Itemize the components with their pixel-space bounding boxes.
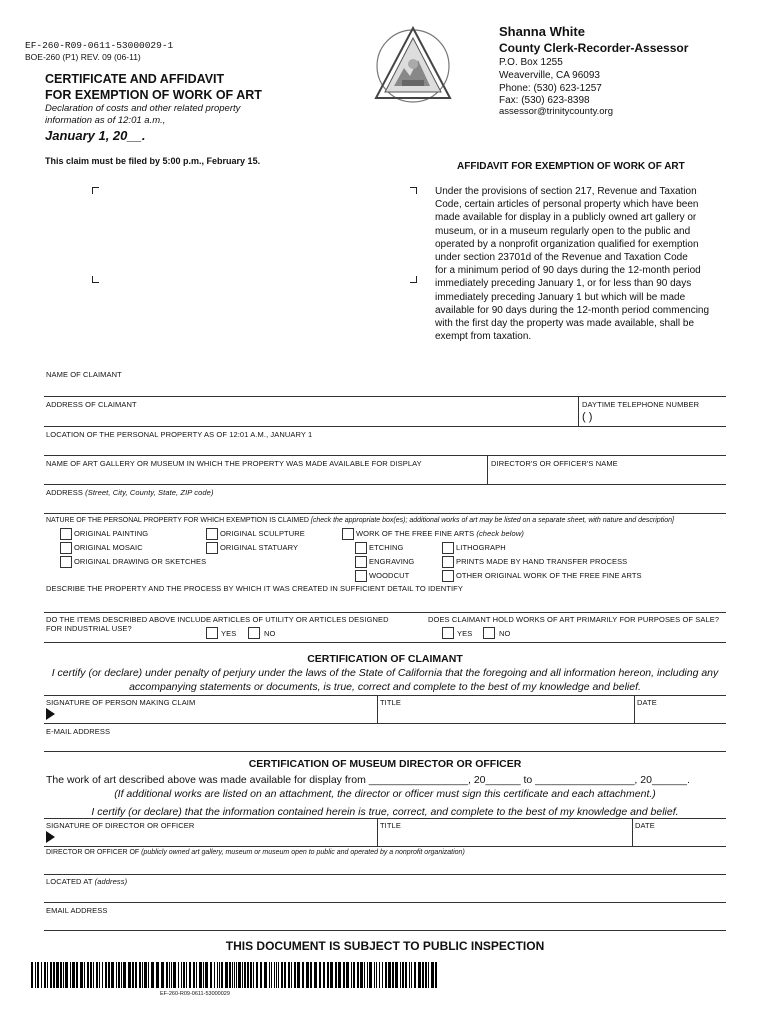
divider: [44, 751, 726, 752]
original-painting-label: ORIGINAL PAINTING: [74, 529, 149, 538]
office-phone: Phone: (530) 623-1257: [499, 83, 602, 94]
original-mosaic-checkbox[interactable]: [60, 542, 72, 554]
director-signature-label: SIGNATURE OF DIRECTOR OR OFFICER: [46, 821, 195, 830]
claimant-title-label: TITLE: [380, 698, 401, 707]
sale-yes-label: YES: [457, 629, 473, 638]
director-of-hint: (publicly owned art gallery, museum or museum open to public and operated by a nonprofit organization): [141, 849, 465, 856]
form-title-line2: FOR EXEMPTION OF WORK OF ART: [45, 88, 262, 102]
form-revision: BOE-260 (P1) REV. 09 (06-11): [25, 52, 141, 62]
public-inspection-notice: THIS DOCUMENT IS SUBJECT TO PUBLIC INSPECTION: [225, 939, 545, 953]
daytime-phone-field[interactable]: ( ): [582, 411, 593, 423]
director-name-label: DIRECTOR'S OR OFFICER'S NAME: [491, 459, 618, 468]
office-address1: P.O. Box 1255: [499, 57, 563, 68]
etching-label: ETCHING: [369, 543, 404, 552]
divider: [44, 396, 726, 397]
claimant-title-field[interactable]: [380, 707, 632, 722]
original-statuary-label: ORIGINAL STATUARY: [220, 543, 299, 552]
nature-label: NATURE OF THE PERSONAL PROPERTY FOR WHICH EXEMPTION IS CLAIMED [check the appropriate box(es); additional works of art may be listed on a separate sheet, with nature and description]: [46, 517, 674, 524]
office-title: County Clerk-Recorder-Assessor: [499, 41, 689, 55]
nature-hint: [check the appropriate box(es); additional works of art may be listed on a separate sheet, with nature and description]: [310, 517, 674, 524]
divider: [44, 723, 726, 724]
affidavit-heading: AFFIDAVIT FOR EXEMPTION OF WORK OF ART: [457, 161, 685, 172]
director-email-field[interactable]: [46, 915, 724, 929]
divider: [44, 902, 726, 903]
gallery-name-field[interactable]: [46, 469, 484, 483]
other-fine-arts-label: OTHER ORIGINAL WORK OF THE FREE FINE ARTS: [456, 571, 642, 580]
form-title-line1: CERTIFICATE AND AFFIDAVIT: [45, 72, 225, 86]
affidavit-text: [435, 185, 735, 343]
address-of-claimant-label: ADDRESS OF CLAIMANT: [46, 400, 137, 409]
free-fine-arts-checkbox[interactable]: [342, 528, 354, 540]
claimant-email-field[interactable]: [46, 736, 724, 750]
director-of-field[interactable]: [46, 858, 724, 872]
subtitle-line1: Declaration of costs and other related property: [45, 103, 241, 114]
utility-question-line2: FOR INDUSTRIAL USE?: [46, 624, 132, 633]
claimant-cert-text2: accompanying statements or documents, is true, correct and complete to the best of my knowledge and belief.: [129, 681, 641, 693]
sale-no-label: NO: [499, 629, 511, 638]
sale-no-checkbox[interactable]: [483, 627, 495, 639]
utility-yes-checkbox[interactable]: [206, 627, 218, 639]
name-of-claimant-label: NAME OF CLAIMANT: [46, 370, 122, 379]
director-name-field[interactable]: [491, 469, 724, 483]
divider: [44, 695, 726, 696]
divider: [634, 695, 635, 723]
claimant-date-field[interactable]: [637, 707, 724, 722]
director-title-field[interactable]: [380, 830, 630, 845]
window-corner-mark: [410, 276, 417, 283]
divider: [44, 426, 726, 427]
museum-cert-heading: CERTIFICATION OF MUSEUM DIRECTOR OR OFFICER: [248, 758, 522, 770]
claimant-date-label: DATE: [637, 698, 657, 707]
director-date-field[interactable]: [635, 830, 724, 845]
divider: [487, 455, 488, 484]
divider: [44, 484, 726, 485]
claimant-cert-text1: I certify (or declare) under penalty of perjury under the laws of the State of California that the foregoing and all information hereon, including any: [51, 667, 719, 679]
director-of-label: DIRECTOR OR OFFICER OF (publicly owned art gallery, museum or museum open to public and operated by a nonprofit organization): [46, 849, 465, 856]
gallery-address-field[interactable]: [46, 498, 724, 512]
subtitle-line2: information as of 12:01 a.m.,: [45, 115, 166, 126]
office-email: assessor@trinitycounty.org: [499, 106, 614, 117]
utility-no-label: NO: [264, 629, 276, 638]
free-fine-arts-hint: (check below): [476, 529, 524, 538]
director-date-label: DATE: [635, 821, 655, 830]
woodcut-label: WOODCUT: [369, 571, 410, 580]
lithograph-label: LITHOGRAPH: [456, 543, 506, 552]
affidavit-line: immediately preceding January 1, or for less than 90 days: [435, 278, 692, 290]
claimant-signature-field[interactable]: [60, 707, 374, 722]
original-drawing-checkbox[interactable]: [60, 556, 72, 568]
director-signature-field[interactable]: [60, 830, 374, 845]
engraving-label: ENGRAVING: [369, 557, 415, 566]
window-corner-mark: [92, 276, 99, 283]
hand-transfer-prints-checkbox[interactable]: [442, 556, 454, 568]
affidavit-line: for a minimum period of 90 days during the 12-month period: [435, 265, 701, 277]
gallery-address-label: ADDRESS (Street, City, County, State, ZIP code): [46, 488, 214, 497]
window-corner-mark: [410, 187, 417, 194]
original-mosaic-label: ORIGINAL MOSAIC: [74, 543, 143, 552]
utility-question-line1: DO THE ITEMS DESCRIBED ABOVE INCLUDE ARTICLES OF UTILITY OR ARTICLES DESIGNED: [46, 615, 389, 624]
gallery-name-label: NAME OF ART GALLERY OR MUSEUM IN WHICH THE PROPERTY WAS MADE AVAILABLE FOR DISPLAY: [46, 459, 422, 468]
lithograph-checkbox[interactable]: [442, 542, 454, 554]
affidavit-line: museum, or in a museum regularly open to the public and: [435, 225, 691, 237]
claimant-signature-label: SIGNATURE OF PERSON MAKING CLAIM: [46, 698, 196, 707]
woodcut-checkbox[interactable]: [355, 570, 367, 582]
location-field[interactable]: [46, 440, 724, 454]
display-period-text[interactable]: The work of art described above was made available for display from _________________, 20______ to _________________, 20______.: [46, 774, 690, 786]
affidavit-line: made available for display in a publicly owned art gallery or: [435, 212, 697, 224]
office-address2: Weaverville, CA 96093: [499, 70, 600, 81]
divider: [377, 818, 378, 846]
original-statuary-checkbox[interactable]: [206, 542, 218, 554]
located-at-field[interactable]: [46, 887, 724, 901]
original-painting-checkbox[interactable]: [60, 528, 72, 540]
affidavit-line: Code, certain articles of personal property which have been: [435, 199, 699, 211]
date-line: January 1, 20__.: [45, 128, 146, 143]
attachment-note: (If additional works are listed on an attachment, the director or officer must sign this certificate and each attachment.): [114, 788, 656, 800]
located-at-hint: (address): [94, 877, 128, 886]
museum-certify-text: I certify (or declare) that the information contained herein is true, correct, and complete to the best of my knowledge and belief.: [91, 806, 679, 818]
other-fine-arts-checkbox[interactable]: [442, 570, 454, 582]
county-seal-logo: [372, 24, 454, 104]
affidavit-line: Under the provisions of section 217, Revenue and Taxation: [435, 186, 697, 197]
office-holder-name: Shanna White: [499, 24, 585, 39]
divider: [44, 818, 726, 819]
describe-field[interactable]: [46, 594, 724, 610]
original-sculpture-checkbox[interactable]: [206, 528, 218, 540]
director-email-label: EMAIL ADDRESS: [46, 906, 108, 915]
divider: [44, 874, 726, 875]
divider: [44, 642, 726, 643]
claimant-cert-heading: CERTIFICATION OF CLAIMANT: [307, 653, 463, 665]
original-drawing-label: ORIGINAL DRAWING OR SKETCHES: [74, 557, 207, 566]
form-id-code: EF-260-R09-0611-53000029-1: [25, 40, 174, 51]
etching-checkbox[interactable]: [355, 542, 367, 554]
hand-transfer-prints-label: PRINTS MADE BY HAND TRANSFER PROCESS: [456, 557, 628, 566]
utility-yes-label: YES: [221, 629, 237, 638]
affidavit-line: under section 23701d of the Revenue and Taxation Code: [435, 252, 688, 264]
divider: [632, 818, 633, 846]
describe-label: DESCRIBE THE PROPERTY AND THE PROCESS BY WHICH IT WAS CREATED IN SUFFICIENT DETAIL TO IDENTIFY: [46, 584, 463, 593]
sale-yes-checkbox[interactable]: [442, 627, 454, 639]
original-sculpture-label: ORIGINAL SCULPTURE: [220, 529, 305, 538]
address-of-claimant-field[interactable]: [46, 410, 576, 425]
sign-here-arrow-icon: [46, 831, 55, 843]
affidavit-line: operated by a nonprofit organization qualified for exemption: [435, 238, 699, 250]
affidavit-line: with the first day the property was made available, shall be: [435, 318, 695, 330]
director-title-label: TITLE: [380, 821, 401, 830]
barcode: [31, 962, 438, 988]
name-of-claimant-field[interactable]: [46, 380, 724, 395]
office-fax: Fax: (530) 623-8398: [499, 95, 590, 106]
affidavit-line: immediately preceding January 1 but which will be made: [435, 291, 686, 303]
divider: [377, 695, 378, 723]
sale-question: DOES CLAIMANT HOLD WORKS OF ART PRIMARILY FOR PURPOSES OF SALE?: [428, 615, 720, 624]
sign-here-arrow-icon: [46, 708, 55, 720]
gallery-address-hint: (Street, City, County, State, ZIP code): [85, 488, 214, 497]
daytime-phone-label: DAYTIME TELEPHONE NUMBER: [582, 400, 700, 409]
divider: [44, 513, 726, 514]
divider: [44, 930, 726, 931]
utility-no-checkbox[interactable]: [248, 627, 260, 639]
filing-deadline: This claim must be filed by 5:00 p.m., February 15.: [45, 156, 261, 166]
location-label: LOCATION OF THE PERSONAL PROPERTY AS OF 12:01 A.M., JANUARY 1: [46, 430, 313, 439]
engraving-checkbox[interactable]: [355, 556, 367, 568]
barcode-text: EF-260-R09-0611-53000029: [160, 991, 230, 997]
divider: [44, 612, 726, 613]
affidavit-line: available for 90 days during the 12-month period commencing: [435, 304, 710, 316]
divider: [578, 396, 579, 426]
free-fine-arts-label: WORK OF THE FREE FINE ARTS (check below): [356, 529, 524, 538]
window-corner-mark: [92, 187, 99, 194]
divider: [44, 455, 726, 456]
divider: [44, 846, 726, 847]
affidavit-line: exempt from taxation.: [435, 331, 532, 343]
claimant-email-label: E-MAIL ADDRESS: [46, 727, 111, 736]
located-at-label: LOCATED AT (address): [46, 877, 128, 886]
